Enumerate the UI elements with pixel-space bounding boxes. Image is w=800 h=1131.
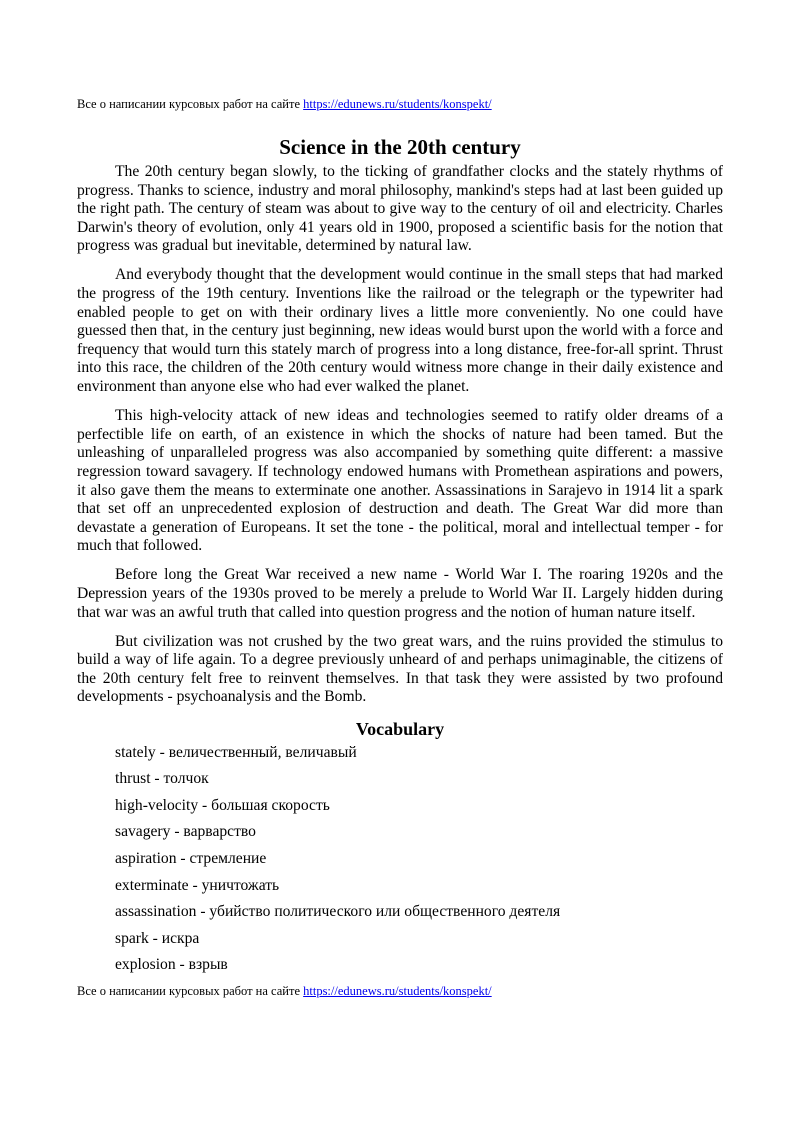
vocabulary-item: stately - величественный, величавый	[115, 743, 357, 761]
vocabulary-item: aspiration - стремление	[115, 849, 267, 867]
vocabulary-item: high-velocity - большая скорость	[115, 796, 330, 814]
header-link[interactable]: https://edunews.ru/students/konspekt/	[303, 97, 492, 111]
vocabulary-list	[77, 744, 723, 975]
footer-text: Все о написании курсовых работ на сайте	[77, 983, 300, 998]
vocabulary-item: assassination - убийство политического или общественного деятеля	[115, 903, 561, 921]
article-title: Science in the 20th century	[279, 135, 521, 159]
article-paragraph-5: But civilization was not crushed by the two great wars, and the ruins provided the stimulus to build a way of life again. To a degree previously unheard of and perhaps unimaginable, the citizens of the 20th century felt free to reinvent themselves. In that task they were assisted by two profound developments - psychoanalysis and the Bomb.	[77, 632, 723, 706]
vocabulary-item: thrust - толчок	[115, 770, 209, 788]
article-paragraph-3: This high-velocity attack of new ideas and technologies seemed to ratify older dreams of a perfectible life on earth, of an existence in which the shocks of nature had been tamed. But the unleashing of unparalleled progress was also accompanied by something quite different: a massive regression toward savagery. If technology endowed humans with Promethean aspirations and powers, it also gave them the means to exterminate one another. Assassinations in Sarajevo in 1914 lit a spark that set off an unprecedented explosion of destruction and death. The Great War did more than devastate a generation of Europeans. It set the tone - the political, moral and intellectual temper - for much that followed.	[77, 407, 723, 555]
vocabulary-item: savagery - варварство	[115, 823, 256, 841]
article-paragraph-4: Before long the Great War received a new name - World War I. The roaring 1920s and the Depression years of the 1930s proved to be merely a prelude to World War II. Largely hidden during that war was an awful truth that called into question progress and the notion of human nature itself.	[77, 566, 723, 621]
footer-link[interactable]: https://edunews.ru/students/konspekt/	[303, 983, 492, 998]
article-paragraph-2: And everybody thought that the development would continue in the small steps that had marked the progress of the 19th century. Inventions like the railroad or the telegraph or the typewriter had enabled people to get on with their ordinary lives a little more conveniently. No one could have guessed then that, in the century just beginning, new ideas would burst upon the world with a force and frequency that would turn this stately march of progress into a long distance, free-for-all sprint. Thrust into this race, the children of the 20th century would witness more change in their daily existence and environment than anyone else who had ever walked the planet.	[77, 266, 723, 396]
vocabulary-item: explosion - взрыв	[115, 956, 228, 974]
page-header	[77, 96, 723, 112]
article-paragraph-1: The 20th century began slowly, to the ticking of grandfather clocks and the stately rhythms of progress. Thanks to science, industry and moral philosophy, mankind's steps had at last been guided up the right path. The century of steam was about to give way to the century of oil and electricity. Charles Darwin's theory of evolution, only 41 years old in 1900, proposed a scientific basis for the notion that progress was gradual but inevitable, determined by natural law.	[77, 163, 723, 255]
header-text: Все о написании курсовых работ на сайте	[77, 97, 300, 111]
page-footer	[77, 983, 723, 999]
vocabulary-title: Vocabulary	[355, 718, 445, 739]
vocabulary-item: exterminate - уничтожать	[115, 876, 280, 894]
vocabulary-item: spark - искра	[115, 929, 200, 947]
document-page	[77, 96, 723, 999]
